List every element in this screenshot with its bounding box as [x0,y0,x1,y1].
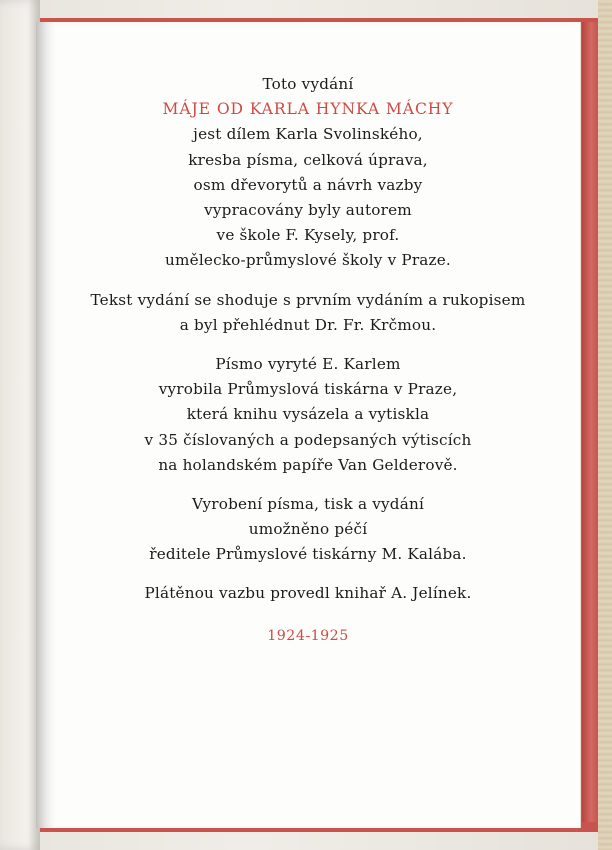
block3-line-3: která knihu vysázela a vytiskla [186,405,430,424]
block3-line-5: na holandském papíře Van Gelderově. [158,455,458,474]
binding-credit: Plátěnou vazbu provedl knihař A. Jelínek. [144,583,472,602]
book-title: MÁJE OD KARLA HYNKA MÁCHY [162,100,454,119]
block3-line-4: v 35 číslovaných a podepsaných výtiscích [144,430,472,449]
colophon-text [36,72,580,649]
block1-line-3: osm dřevorytů a návrh vazby [193,175,423,194]
block3-line-1: Písmo vyryté E. Karlem [215,355,401,374]
intro-line: Toto vydání [262,75,354,93]
block1-line-5: ve škole F. Kysely, prof. [216,226,400,245]
years: 1924-1925 [267,627,349,644]
block1-line-2: kresba písma, celková úprava, [188,150,428,169]
block3-line-2: vyrobila Průmyslová tiskárna v Praze, [158,380,458,399]
block4-line-1: Vyrobení písma, tisk a vydání [191,495,425,514]
right-page-edges [598,0,612,850]
block1-line-6: umělecko-průmyslové školy v Praze. [165,251,451,270]
block2-line-1: Tekst vydání se shoduje s prvním vydáním a rukopisem [90,290,526,309]
block4-line-3: ředitele Průmyslové tiskárny M. Kalába. [149,545,467,564]
block1-line-4: vypracovány byly autorem [204,201,412,220]
block2-line-2: a byl přehlédnut Dr. Fr. Krčmou. [179,315,437,334]
block1-line-1: jest dílem Karla Svolinského, [193,125,423,144]
left-page-edge [0,0,40,850]
block4-line-2: umožněno péčí [248,520,368,539]
